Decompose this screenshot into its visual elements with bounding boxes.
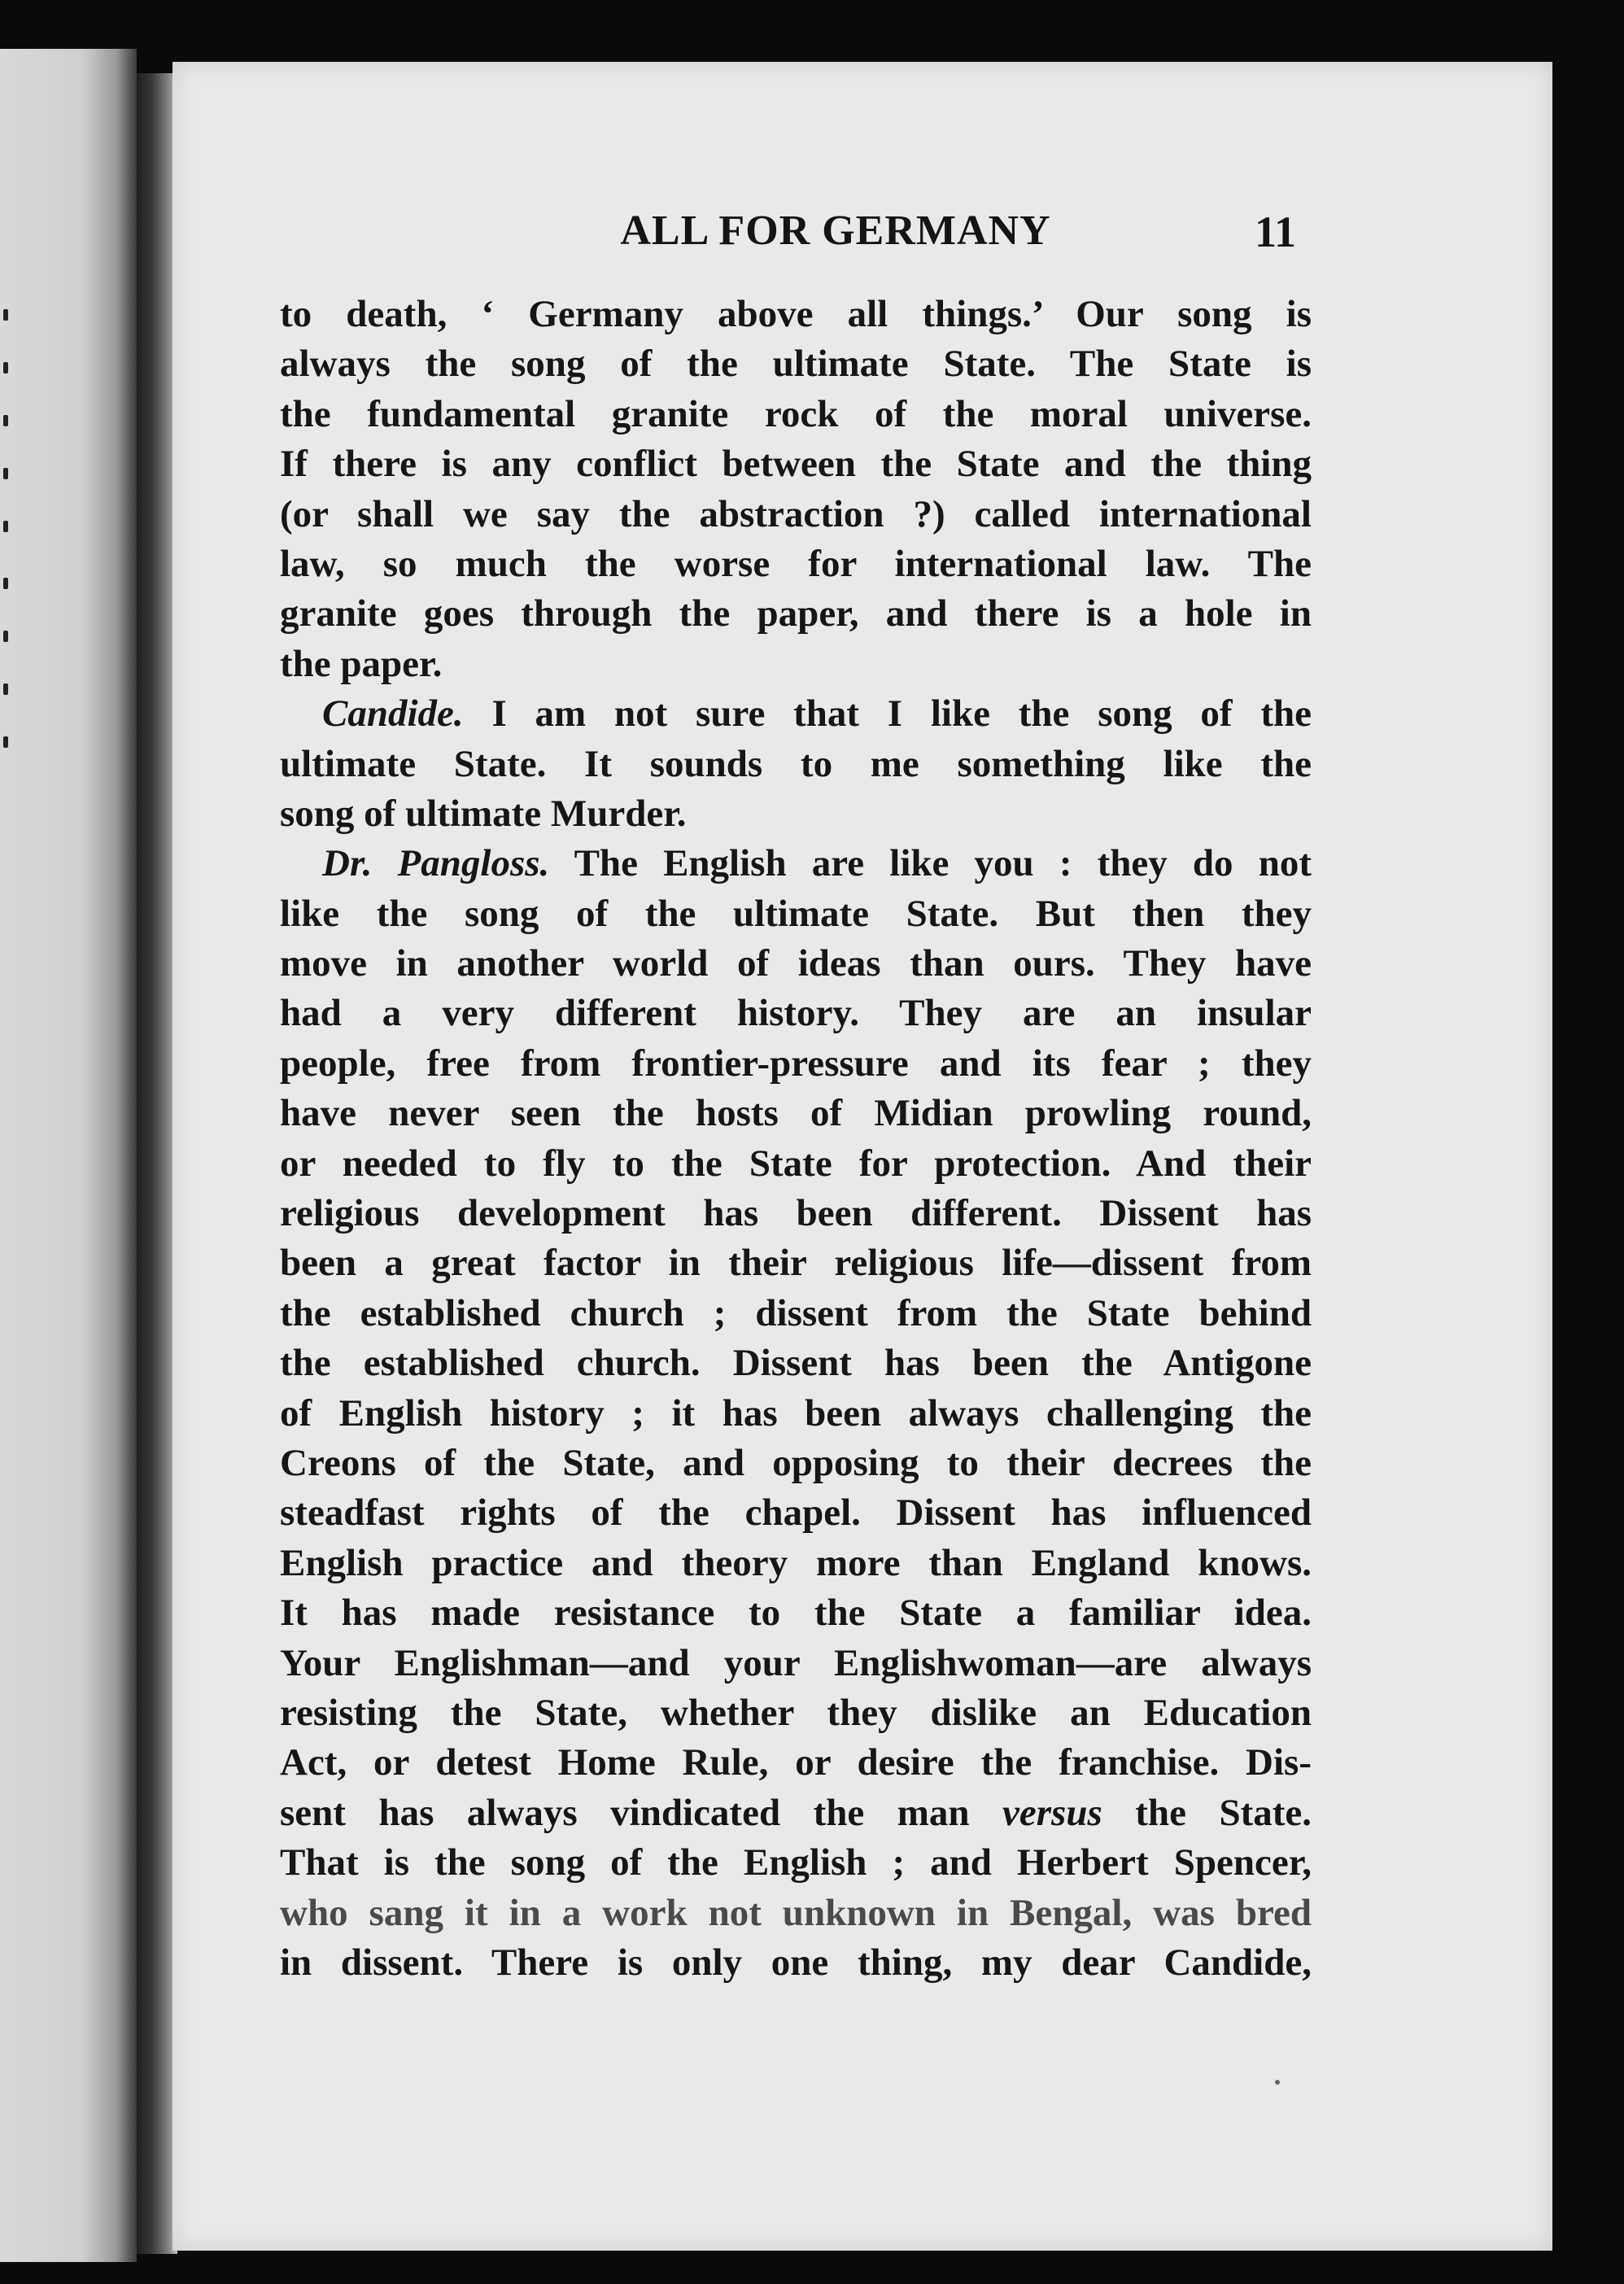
speaker-name: Dr. Pangloss. [322, 842, 550, 885]
text-line: been a great factor in their religious life—dissent from [280, 1242, 1312, 1285]
text-segment: the State. [1102, 1791, 1312, 1834]
text-line: religious development has been different. Dissent has [280, 1192, 1312, 1235]
text-line: have never seen the hosts of Midian prowling round, [280, 1092, 1312, 1135]
text-line: move in another world of ideas than ours. They have [280, 942, 1312, 985]
text-line: law, so much the worse for international law. The [280, 542, 1312, 585]
book-page [172, 62, 1552, 2251]
italic-term: versus [1002, 1791, 1102, 1834]
previous-page-edge [0, 49, 137, 2262]
text-line [280, 1788, 1312, 1838]
speech-text: I am not sure that I like the song of the [463, 692, 1312, 736]
text-line: of English history ; it has been always challenging the [280, 1391, 1312, 1435]
text-line: always the song of the ultimate State. The State is [280, 343, 1312, 386]
text-line: Creons of the State, and opposing to their decrees the [280, 1441, 1312, 1484]
text-line: granite goes through the paper, and there is a hole in [280, 592, 1312, 635]
text-line: ultimate State. It sounds to me something like the [280, 742, 1312, 785]
text-line: the paper. [280, 642, 443, 685]
text-line: steadfast rights of the chapel. Dissent has influenced [280, 1491, 1312, 1535]
text-segment: sent has always vindicated the man [280, 1791, 1003, 1834]
text-line: the fundamental granite rock of the moral universe. [280, 392, 1312, 435]
text-line: the established church ; dissent from the State behind [280, 1291, 1312, 1334]
scan-speck [1275, 2080, 1280, 2085]
text-line: had a very different history. They are an insular [280, 992, 1312, 1035]
text-line: song of ultimate Murder. [280, 792, 687, 835]
body-text [280, 290, 1312, 1988]
scan-right-border [1552, 49, 1624, 2284]
running-head [172, 207, 1552, 280]
text-line: If there is any conflict between the State and the thing [280, 443, 1312, 486]
text-line: in dissent. There is only one thing, my dear Candide, [280, 1941, 1312, 1984]
speech-text: The English are like you : they do not [549, 842, 1312, 885]
text-line: like the song of the ultimate State. But then they [280, 892, 1312, 935]
speaker-name: Candide. [322, 692, 464, 736]
text-line: It has made resistance to the State a familiar idea. [280, 1592, 1312, 1635]
text-line: or needed to fly to the State for protection. And their [280, 1142, 1312, 1185]
text-line: That is the song of the English ; and Herbert Spencer, [280, 1841, 1312, 1884]
text-line: to death, ‘ Germany above all things.’ Our song is [280, 293, 1312, 335]
book-gutter [137, 73, 177, 2254]
dialogue-line [280, 839, 1312, 889]
text-line: people, free from frontier-pressure and its fear ; they [280, 1042, 1312, 1085]
text-line: Your Englishman—and your Englishwoman—are always [280, 1641, 1312, 1684]
previous-page-text-marks [0, 49, 16, 2262]
running-title: ALL FOR GERMANY [620, 207, 1051, 254]
dialogue-line [280, 689, 1312, 739]
text-line: English practice and theory more than England knows. [280, 1541, 1312, 1584]
text-line: resisting the State, whether they dislike an Education [280, 1691, 1312, 1734]
text-line: Act, or detest Home Rule, or desire the franchise. Dis- [280, 1741, 1312, 1784]
page-number: 11 [1255, 207, 1297, 256]
text-line: the established church. Dissent has been the Antigone [280, 1342, 1312, 1385]
text-line: who sang it in a work not unknown in Bengal, was bred [280, 1891, 1312, 1934]
text-line: (or shall we say the abstraction ?) called international [280, 492, 1312, 535]
